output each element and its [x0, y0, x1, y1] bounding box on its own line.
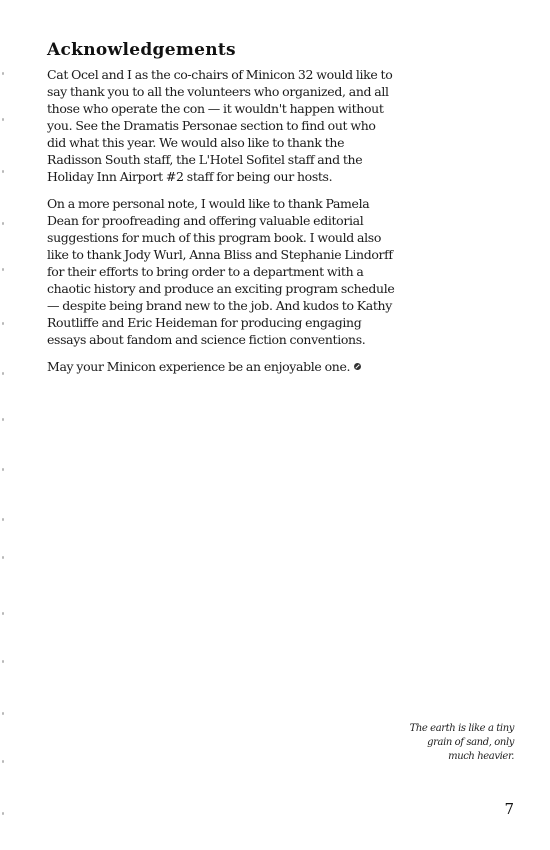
- body-text: [47, 66, 395, 385]
- section-heading: Acknowledgements: [47, 40, 236, 60]
- paragraph-personal-note: On a more personal note, I would like to thank Pamela Dean for proofreading and offering valuable editorial suggestions for much of this program book. I would also like to thank Jody Wurl, Anna Bliss and Stephanie Lindorff for their efforts to bring order to a department with a chaotic history and produce an exciting program schedule — despite being brand new to the job. And kudos to Kathy Routliffe and Eric Heideman for producing engaging essays about fandom and science fiction conventions.: [47, 196, 395, 347]
- end-mark-icon: [354, 363, 361, 370]
- page-number: 7: [504, 800, 514, 818]
- paragraph-thanks-volunteers: Cat Ocel and I as the co-chairs of Minicon 32 would like to say thank you to all the volunteers who organized, and all those who operate the con — it wouldn't happen without you. See the Dramatis Personae section to find out who did what this year. We would also like to thank the Radisson South staff, the L'Hotel Sofitel staff and the Holiday Inn Airport #2 staff for being our hosts.: [47, 67, 393, 184]
- filler-quote: The earth is like a tiny grain of sand, only much heavier.: [409, 723, 514, 762]
- scan-margin-marks: [0, 0, 8, 850]
- paragraph-closing: [47, 358, 395, 375]
- closing-text: May your Minicon experience be an enjoyable one.: [47, 359, 351, 374]
